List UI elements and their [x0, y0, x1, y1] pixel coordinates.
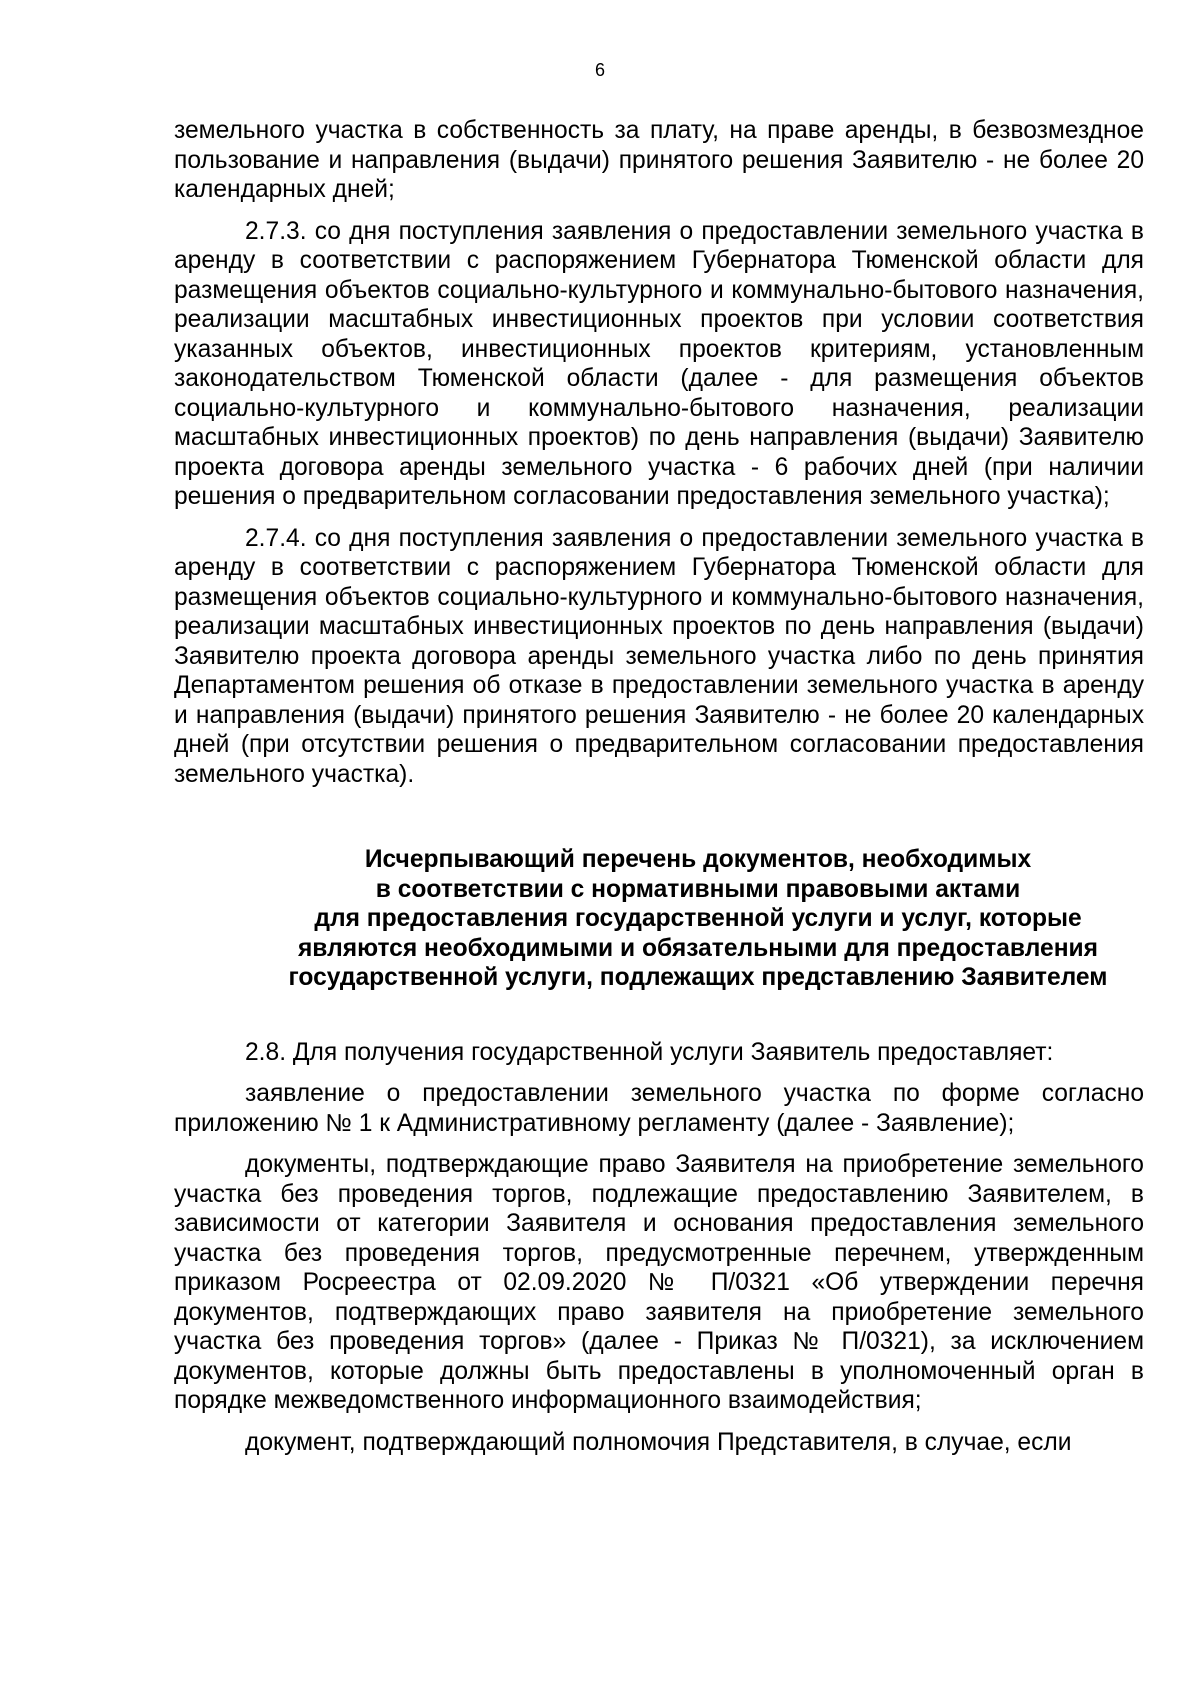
section-heading-line: являются необходимыми и обязательными для предоставления	[297, 934, 1099, 962]
paragraph-application-form: заявление о предоставлении земельного участка по форме согласно приложению № 1 к Административному регламенту (далее - Заявление);	[174, 1080, 1144, 1137]
section-heading-line: для предоставления государственной услуги и услуг, которые	[314, 905, 1082, 932]
paragraph-2-7-4: 2.7.4. со дня поступления заявления о предоставлении земельного участка в аренду в соответствии с распоряжением Губернатора Тюменской области для размещения объектов социально-культурного и коммунально-бытового назначения, реализации масштабных инвестиционных проектов по день направления (выдачи) Заявителю проекта договора аренды земельного участка либо по день принятия Департаментом решения об отказе в предоставлении земельного участка в аренду и направления (выдачи) принятого решения Заявителю - не более 20 календарных дней (при отсутствии решения о предварительном согласовании предоставления земельного участка).	[174, 524, 1144, 788]
section-heading	[174, 845, 1144, 993]
section-heading-line: в соответствии с нормативными правовыми актами	[375, 875, 1021, 903]
paragraph-right-documents: документы, подтверждающие право Заявителя на приобретение земельного участка без проведения торгов, подлежащие предоставлению Заявителем, в зависимости от категории Заявителя и основания предоставления земельного участка без проведения торгов, предусмотренные перечнем, утвержденным приказом Росреестра от 02.09.2020 № П/0321 «Об утверждении перечня документов, подтверждающих право заявителя на приобретение земельного участка без проведения торгов» (далее - Приказ № П/0321), за исключением документов, которые должны быть предоставлены в уполномоченный орган в порядке межведомственного информационного взаимодействия;	[174, 1151, 1144, 1414]
section-heading-line: государственной услуги, подлежащих представлению Заявителем	[288, 964, 1108, 991]
paragraph-2-7-3: 2.7.3. со дня поступления заявления о предоставлении земельного участка в аренду в соответствии с распоряжением Губернатора Тюменской области для размещения объектов социально-культурного и коммунально-бытового назначения, реализации масштабных инвестиционных проектов при условии соответствия указанных объектов, инвестиционных проектов критериям, установленным законодательством Тюменской области (далее - для размещения объектов социально-культурного и коммунально-бытового назначения, реализации масштабных инвестиционных проектов) по день направления (выдачи) Заявителю проекта договора аренды земельного участка - 6 рабочих дней (при наличии решения о предварительном согласовании предоставления земельного участка);	[174, 217, 1144, 510]
paragraph-continuation: земельного участка в собственность за плату, на праве аренды, в безвозмездное пользование и направления (выдачи) принятого решения Заявителю - не более 20 календарных дней;	[174, 117, 1144, 203]
paragraph-2-8: 2.8. Для получения государственной услуги Заявитель предоставляет:	[245, 1038, 1054, 1066]
paragraph-representative-authority: документ, подтверждающий полномочия Представителя, в случае, если	[245, 1428, 1072, 1456]
section-heading-line: Исчерпывающий перечень документов, необходимых	[364, 846, 1032, 873]
document-body	[174, 116, 1144, 1457]
page-number: 6	[594, 60, 605, 80]
